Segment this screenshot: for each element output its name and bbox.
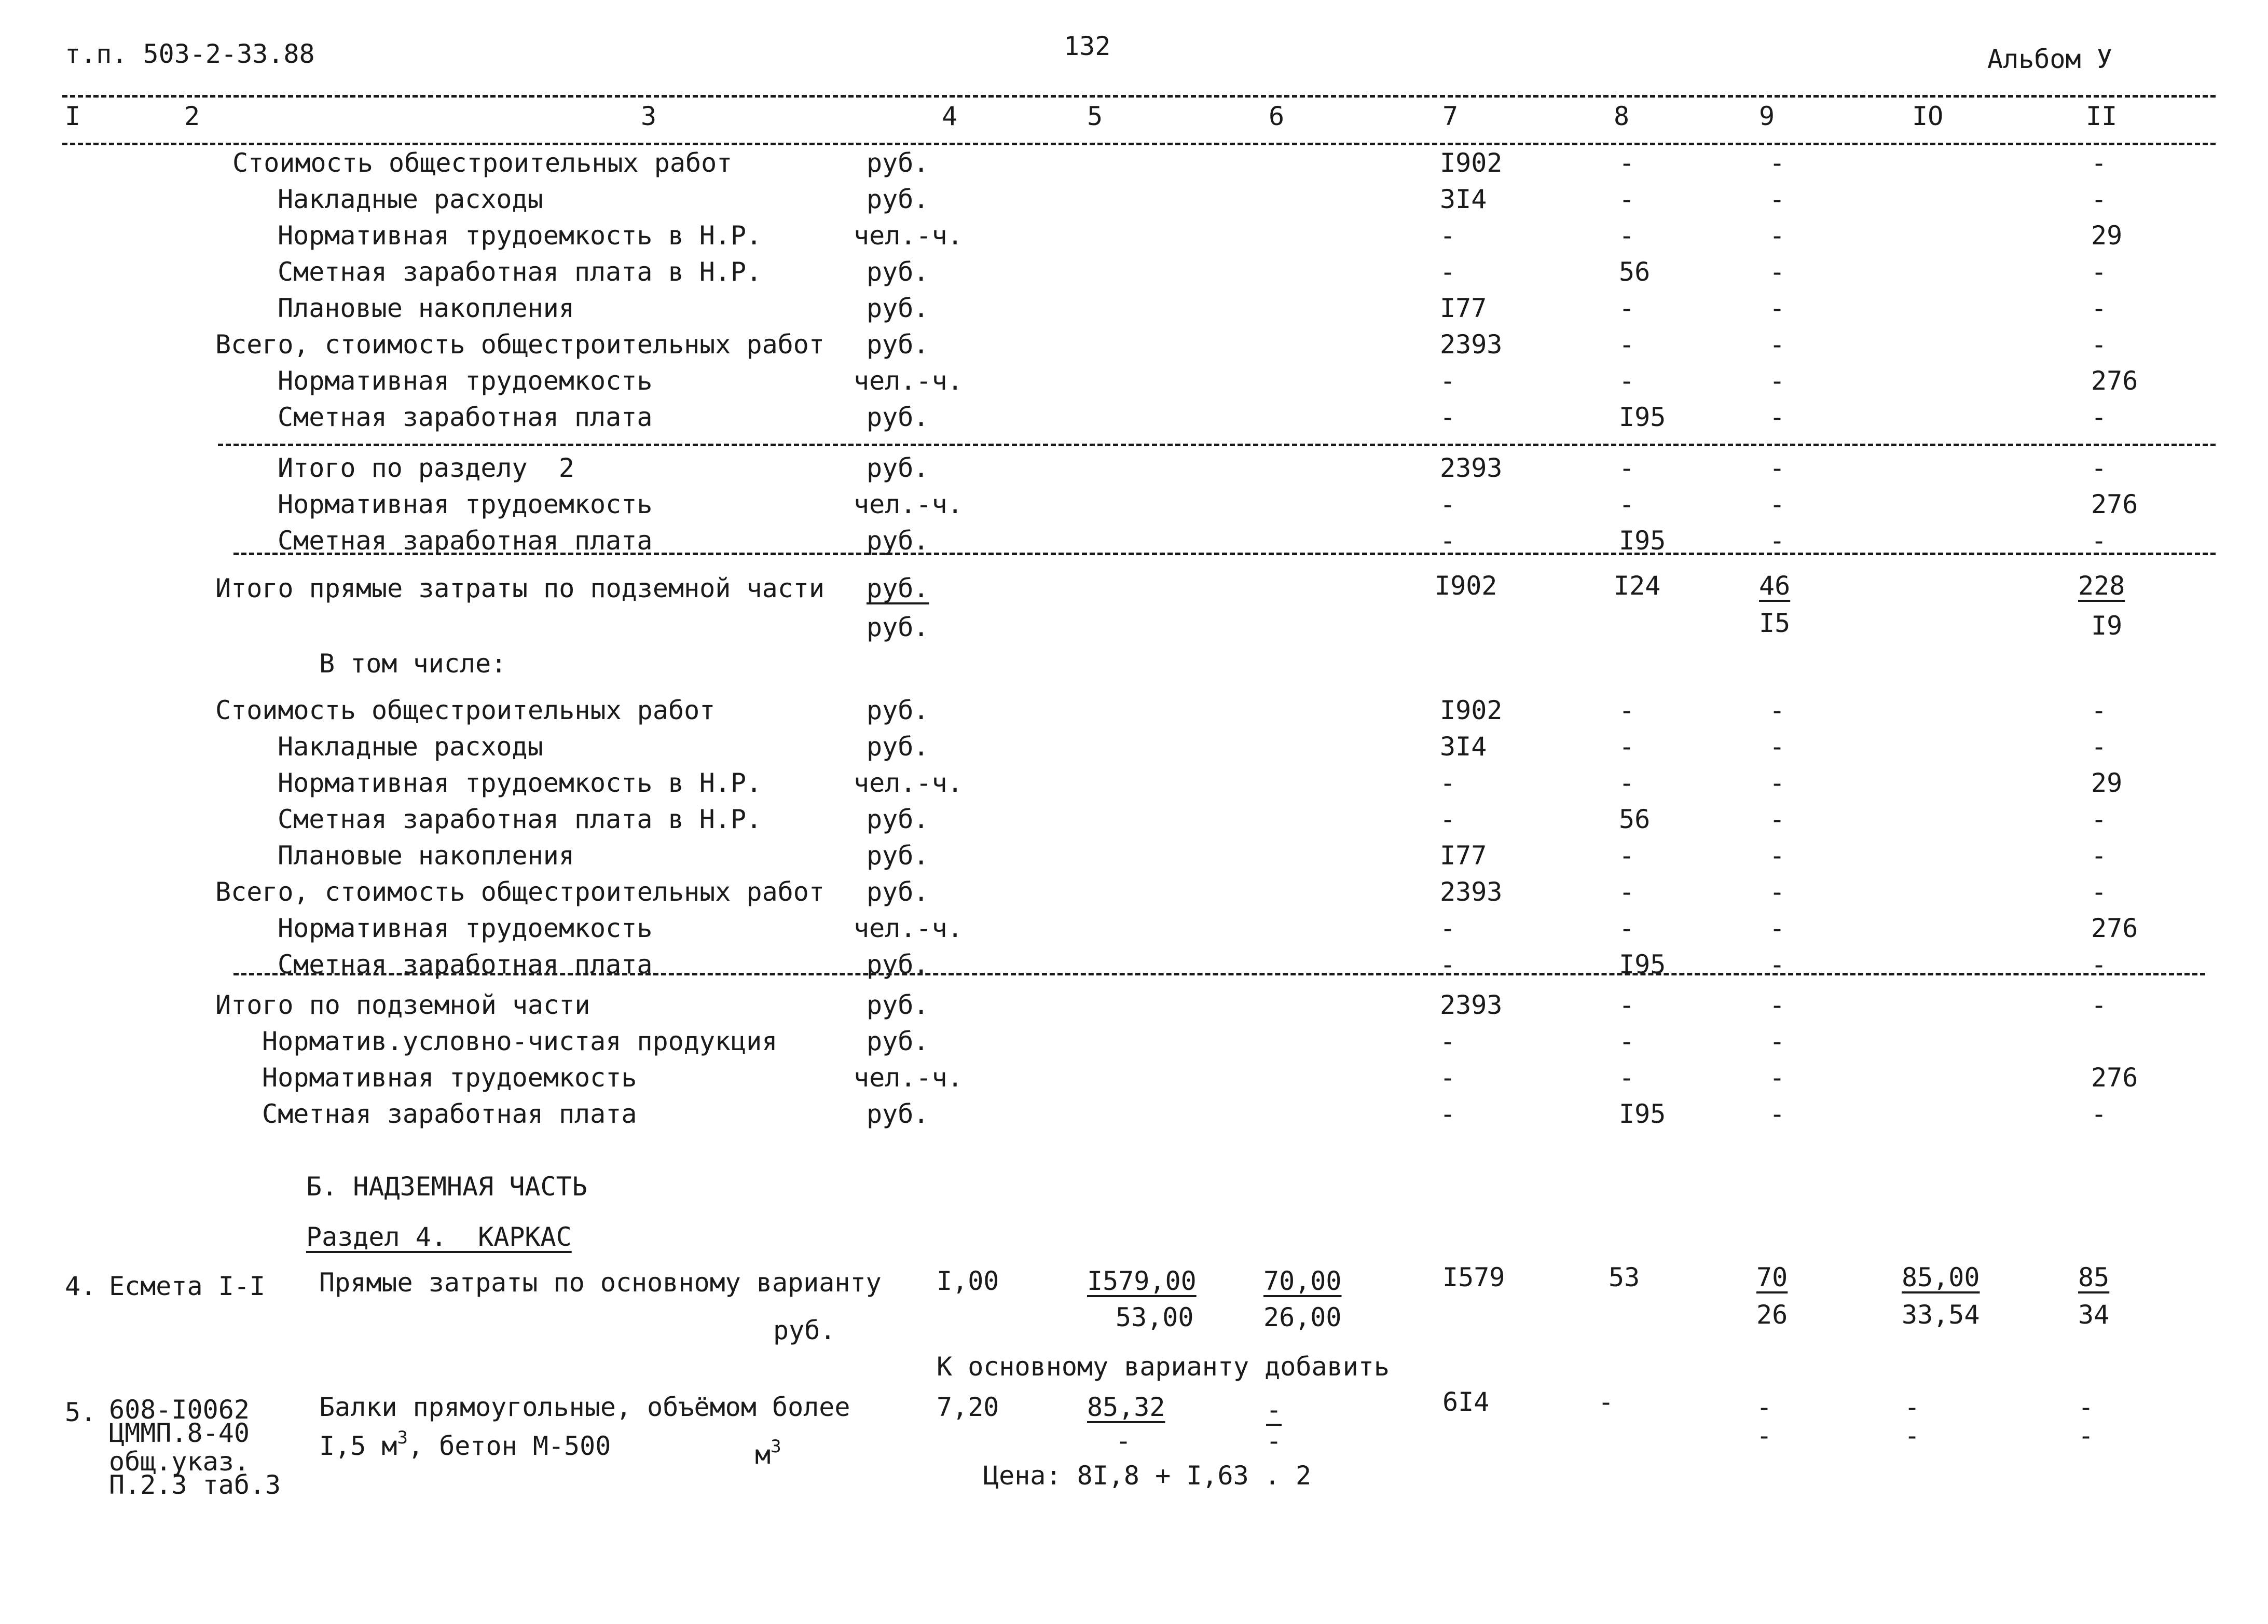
row-c7: - [1440,1099,1456,1129]
row-c11: 276 [2091,366,2138,396]
row-c9: - [1769,1026,1785,1056]
row-c11: 276 [2091,913,2138,943]
item-description: I,5 $м^3$, бетон М-500 [319,1427,611,1461]
section-separator [233,553,2216,555]
row-c11: - [2091,402,2107,432]
direct-costs-c11: 228 [2078,571,2125,601]
price-note: Цена: 8I,8 + I,63 . 2 [983,1461,1312,1491]
row-c7: 2393 [1440,877,1503,907]
row-c11: - [2091,329,2107,360]
section-4-title: Раздел 4. КАРКАС [306,1222,572,1252]
row-c7: 3I4 [1440,184,1487,214]
column-header: 7 [1442,101,1459,131]
row-c7: - [1440,949,1456,980]
row-c7: 2393 [1440,453,1503,483]
item-c8: - [1598,1387,1614,1417]
row-c7: - [1440,221,1456,251]
row-c8: I95 [1619,526,1666,556]
row-c9: - [1769,221,1785,251]
row-c9: - [1769,1099,1785,1129]
row-label: Нормативная трудоемкость [278,366,653,396]
row-c7: 2393 [1440,329,1503,360]
row-unit: руб. [867,877,929,907]
row-c8: - [1619,768,1635,798]
item-code: 608-I0062 [109,1395,250,1425]
item-c7: I579 [1442,1262,1505,1292]
row-unit: чел.-ч. [854,221,963,251]
item-code: ЦММП.8-40 [109,1418,250,1448]
row-c11: - [2091,148,2107,178]
row-c11: - [2091,732,2107,762]
section-b-title: Б. НАДЗЕМНАЯ ЧАСТЬ [306,1172,587,1202]
row-c8: - [1619,1026,1635,1056]
row-unit: руб. [867,949,929,980]
row-label: Нормативная трудоемкость [262,1063,637,1093]
add-note: К основному варианту добавить [937,1352,1390,1382]
item-unit: $м^3$ [755,1436,781,1470]
direct-costs-c11: I9 [2091,611,2123,641]
row-c11: - [2091,949,2107,980]
row-c11: - [2091,990,2107,1020]
row-c7: - [1440,768,1456,798]
album-label: Альбом У [1987,44,2112,74]
item-number: 5. [65,1397,97,1427]
row-label: Сметная заработная плата [278,949,653,980]
row-c7: - [1440,402,1456,432]
row-label: Нормативная трудоемкость в Н.Р. [278,221,762,251]
including-label: В том числе: [319,649,507,679]
row-c8: - [1619,877,1635,907]
row-unit: руб. [867,1026,929,1056]
row-c7: - [1440,526,1456,556]
row-c8: - [1619,913,1635,943]
item-c9: 26 [1756,1300,1788,1330]
row-label: Всего, стоимость общестроительных работ [215,329,824,360]
item-c9: - [1756,1392,1772,1422]
row-c9: - [1769,695,1785,725]
item-c6: 26,00 [1263,1302,1342,1332]
row-c9: - [1769,877,1785,907]
row-unit: чел.-ч. [854,489,963,519]
column-header: 5 [1087,101,1103,131]
row-c8: - [1619,221,1635,251]
header-bottom-rule [62,143,2216,145]
row-c11: 29 [2091,221,2123,251]
item-c11: - [2078,1421,2094,1451]
row-label: Итого по подземной части [215,990,590,1020]
row-label: Всего, стоимость общестроительных работ [215,877,824,907]
row-c8: - [1619,489,1635,519]
row-c9: - [1769,453,1785,483]
item-c9: 70 [1756,1262,1788,1292]
row-c11: - [2091,695,2107,725]
row-c8: - [1619,732,1635,762]
row-label: Нормативная трудоемкость [278,489,653,519]
row-c9: - [1769,732,1785,762]
item-c7: 6I4 [1442,1387,1490,1417]
row-label: Сметная заработная плата [278,402,653,432]
row-c11: - [2091,184,2107,214]
row-unit: руб. [867,990,929,1020]
row-unit: руб. [867,293,929,323]
row-unit: руб. [867,732,929,762]
item-c10: - [1904,1392,1920,1422]
item-c8: 53 [1609,1262,1640,1292]
row-c8: - [1619,148,1635,178]
item-number: 4. [65,1271,97,1301]
item-c11: - [2078,1392,2094,1422]
row-c8: I95 [1619,1099,1666,1129]
row-c7: I77 [1440,293,1487,323]
row-unit: руб. [867,329,929,360]
item-quantity: I,00 [937,1266,999,1296]
row-label: Сметная заработная плата [262,1099,637,1129]
column-header: I [65,101,81,131]
row-unit: руб. [867,1099,929,1129]
page-number: 132 [1064,31,1111,61]
row-unit: руб. [867,841,929,871]
row-c11: 276 [2091,1063,2138,1093]
item-unit: руб. [773,1315,836,1345]
row-label: Накладные расходы [278,732,543,762]
row-label: Сметная заработная плата в Н.Р. [278,257,762,287]
row-c8: - [1619,453,1635,483]
row-c11: - [2091,453,2107,483]
row-unit: руб. [867,148,929,178]
row-c11: - [2091,526,2107,556]
row-unit: руб. [867,257,929,287]
row-unit: руб. [867,184,929,214]
document-code: т.п. 503-2-33.88 [65,39,315,69]
row-c7: - [1440,257,1456,287]
row-unit: руб. [867,402,929,432]
item-c5: I579,00 [1087,1266,1197,1296]
direct-costs-c8: I24 [1614,571,1661,601]
item-c11: 85 [2078,1262,2110,1292]
item-code: общ.указ. [109,1447,250,1477]
item-c6: - [1266,1395,1282,1425]
row-unit: руб. [867,695,929,725]
row-c9: - [1769,949,1785,980]
column-header: II [2086,101,2118,131]
column-header: 6 [1269,101,1285,131]
row-c9: - [1769,841,1785,871]
column-header: IO [1912,101,1944,131]
row-c7: - [1440,913,1456,943]
row-label: Сметная заработная плата [278,526,653,556]
row-c8: - [1619,184,1635,214]
row-c7: I77 [1440,841,1487,871]
row-c11: - [2091,841,2107,871]
column-header: 4 [942,101,958,131]
item-c9: - [1756,1421,1772,1451]
row-unit: руб. [867,804,929,834]
item-c6: - [1266,1426,1282,1456]
row-c8: I95 [1619,402,1666,432]
column-header: 3 [641,101,657,131]
row-c9: - [1769,148,1785,178]
item-code: Есмета I-I [109,1271,266,1301]
row-c9: - [1769,329,1785,360]
row-c11: - [2091,293,2107,323]
row-c11: - [2091,257,2107,287]
row-c8: - [1619,990,1635,1020]
item-c6: 70,00 [1263,1266,1342,1296]
row-c8: - [1619,366,1635,396]
item-c5: 53,00 [1116,1302,1194,1332]
row-c11: 29 [2091,768,2123,798]
row-c8: 56 [1619,804,1651,834]
direct-costs-c9: I5 [1759,608,1791,638]
row-c11: - [2091,877,2107,907]
row-c9: - [1769,804,1785,834]
row-c9: - [1769,526,1785,556]
row-c8: I95 [1619,949,1666,980]
row-c8: - [1619,695,1635,725]
row-c9: - [1769,489,1785,519]
row-label: Стоимость общестроительных работ [215,695,716,725]
row-c9: - [1769,293,1785,323]
section-separator [218,444,2216,446]
item-c11: 34 [2078,1300,2110,1330]
direct-costs-c7: I902 [1435,571,1497,601]
row-c11: - [2091,1099,2107,1129]
item-c10: - [1904,1421,1920,1451]
row-c8: 56 [1619,257,1651,287]
row-unit: чел.-ч. [854,366,963,396]
direct-costs-c9: 46 [1759,571,1791,601]
row-label: Нормативная трудоемкость в Н.Р. [278,768,762,798]
row-c7: 3I4 [1440,732,1487,762]
row-unit: руб. [867,526,929,556]
item-c5: 85,32 [1087,1392,1165,1422]
row-c11: 276 [2091,489,2138,519]
section-separator [233,973,2205,975]
column-header: 8 [1614,101,1630,131]
row-label: Норматив.условно-чистая продукция [262,1026,778,1056]
row-c9: - [1769,768,1785,798]
row-c7: - [1440,804,1456,834]
column-header: 2 [184,101,200,131]
row-c9: - [1769,184,1785,214]
row-c7: - [1440,366,1456,396]
row-c9: - [1769,913,1785,943]
item-description: Балки прямоугольные, объёмом более [319,1392,850,1422]
row-c9: - [1769,402,1785,432]
row-label: Плановые накопления [278,841,574,871]
row-c7: 2393 [1440,990,1503,1020]
row-c11: - [2091,804,2107,834]
row-c8: - [1619,1063,1635,1093]
direct-costs-label: Итого прямые затраты по подземной части [215,573,824,603]
row-c7: - [1440,1026,1456,1056]
row-c7: - [1440,489,1456,519]
row-unit: чел.-ч. [854,768,963,798]
row-label: Стоимость общестроительных работ [232,148,733,178]
row-unit: руб. [867,453,929,483]
row-c8: - [1619,841,1635,871]
row-c7: I902 [1440,695,1503,725]
row-c8: - [1619,293,1635,323]
row-c9: - [1769,1063,1785,1093]
row-label: Итого по разделу 2 [278,453,574,483]
item-code: П.2.3 таб.3 [109,1470,281,1500]
row-unit: чел.-ч. [854,1063,963,1093]
row-label: Накладные расходы [278,184,543,214]
item-quantity: 7,20 [937,1392,999,1422]
item-c5: - [1116,1426,1132,1456]
direct-costs-unit: руб. [867,573,929,603]
row-label: Сметная заработная плата в Н.Р. [278,804,762,834]
item-description: Прямые затраты по основному варианту [319,1268,882,1298]
row-label: Нормативная трудоемкость [278,913,653,943]
header-top-rule [62,95,2216,98]
row-c9: - [1769,990,1785,1020]
row-unit: чел.-ч. [854,913,963,943]
row-c8: - [1619,329,1635,360]
row-c9: - [1769,366,1785,396]
item-c10: 33,54 [1902,1300,1980,1330]
row-c7: I902 [1440,148,1503,178]
row-c7: - [1440,1063,1456,1093]
row-c9: - [1769,257,1785,287]
row-label: Плановые накопления [278,293,574,323]
column-header: 9 [1759,101,1775,131]
item-c10: 85,00 [1902,1262,1980,1292]
direct-costs-unit: руб. [867,612,929,642]
